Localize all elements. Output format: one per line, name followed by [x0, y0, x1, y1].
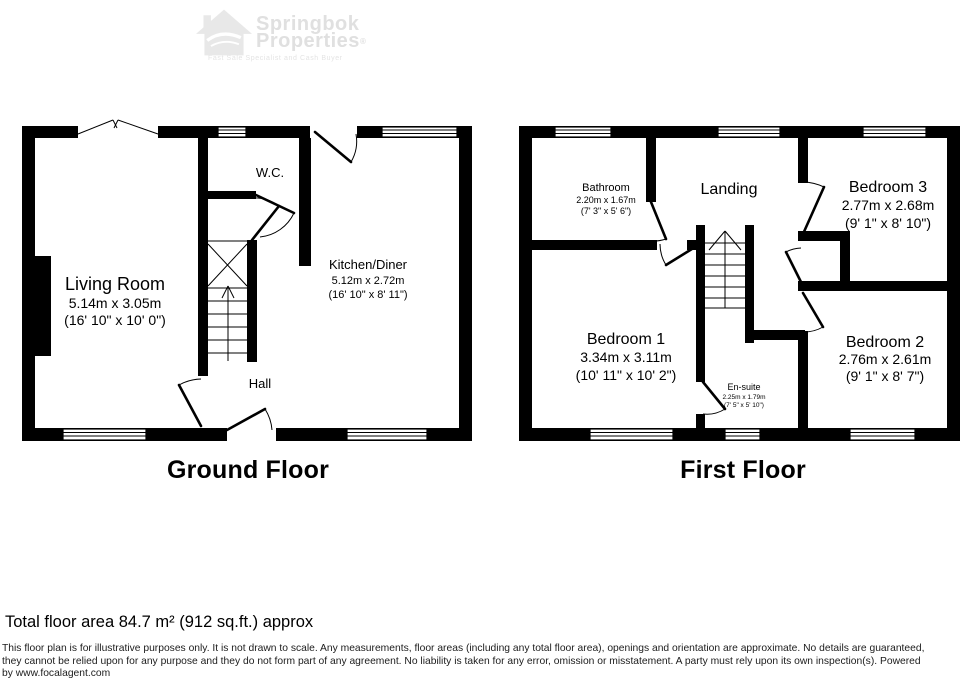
window: [850, 429, 915, 440]
svg-text:Bedroom 1: Bedroom 1: [586, 331, 666, 348]
svg-text:Bedroom 2: Bedroom 2: [845, 334, 925, 351]
house-logo-icon: [196, 8, 252, 58]
svg-text:Kitchen/Diner: Kitchen/Diner: [328, 257, 408, 272]
svg-text:(9' 1" x 8' 7"): (9' 1" x 8' 7"): [845, 368, 925, 384]
svg-text:5.12m x 2.72m: 5.12m x 2.72m: [331, 275, 405, 287]
disclaimer-text: [2, 643, 976, 681]
svg-text:3.34m x 3.11m: 3.34m x 3.11m: [580, 349, 672, 365]
svg-text:(10' 11" x 10' 2"): (10' 11" x 10' 2"): [575, 367, 677, 383]
svg-text:(7' 5" x 5' 10"): (7' 5" x 5' 10"): [724, 402, 764, 409]
chimney-breast: [22, 256, 51, 356]
room-label-landing: [701, 181, 758, 198]
svg-text:Landing: Landing: [700, 181, 758, 198]
window: [863, 127, 926, 137]
room-label-kitchen-diner: [328, 257, 407, 301]
room-label-en-suite: [723, 382, 766, 409]
svg-text:Hall: Hall: [248, 376, 272, 391]
door: [179, 379, 201, 426]
door: [803, 293, 823, 332]
window: [382, 127, 457, 137]
registered-mark: ®: [359, 37, 367, 46]
total-floor-area: Total floor area 84.7 m² (912 sq.ft.) approx: [5, 613, 314, 631]
window: [555, 127, 611, 137]
window: [725, 429, 760, 440]
ground-floor-title: Ground Floor: [166, 456, 330, 484]
door: [660, 244, 700, 265]
room-label-bathroom: [576, 182, 636, 216]
ground-floor-plan: [18, 118, 478, 453]
room-label-hall: [249, 376, 272, 391]
room-label-bedroom-1: [576, 331, 677, 383]
brand-tagline: Fast Sale Specialist and Cash Buyer: [208, 55, 343, 62]
svg-text:(9' 1" x 8' 10"): (9' 1" x 8' 10"): [844, 215, 932, 231]
svg-text:2.20m x 1.67m: 2.20m x 1.67m: [576, 195, 636, 205]
room-label-wc: [256, 165, 284, 180]
window: [718, 127, 780, 137]
svg-text:Bedroom 3: Bedroom 3: [848, 179, 928, 196]
first-floor-plan: [513, 118, 973, 453]
svg-text:Living Room: Living Room: [64, 274, 166, 294]
disclaimer-line: This floor plan is for illustrative purposes only. It is not drawn to scale. Any measurements, floor areas (including any total floor area), openings and orientation are approximate. No details are guaranteed,: [2, 643, 925, 654]
ground-floor-stairs: [208, 241, 247, 361]
room-label-living-room: [64, 274, 166, 328]
brand-name-top: Springbok: [256, 13, 360, 35]
svg-text:(16' 10" x 10' 0"): (16' 10" x 10' 0"): [64, 312, 166, 328]
svg-text:W.C.: W.C.: [255, 165, 285, 180]
disclaimer-line: by www.focalagent.com: [2, 668, 111, 680]
room-label-bedroom-3: [842, 179, 935, 231]
window: [590, 429, 673, 440]
room-label-bedroom-2: [839, 334, 932, 384]
door: [786, 248, 801, 282]
svg-text:Bathroom: Bathroom: [582, 182, 630, 194]
door: [256, 195, 294, 237]
brand-logo: [196, 6, 456, 68]
first-floor-stairs: [705, 231, 745, 308]
disclaimer-line: they cannot be relied upon for any purpose and they do not form part of any agreement. No liability is taken for any error, omission or misstatement. A party must rely upon its own inspection(s). Powered: [2, 655, 921, 667]
window: [347, 429, 427, 440]
svg-text:2.76m x 2.61m: 2.76m x 2.61m: [838, 351, 932, 367]
window: [63, 429, 146, 440]
door: [227, 409, 272, 430]
svg-text:En-suite: En-suite: [727, 382, 761, 392]
svg-text:(16' 10" x 8' 11"): (16' 10" x 8' 11"): [328, 289, 408, 301]
door: [651, 202, 666, 241]
svg-text:2.25m x 1.79m: 2.25m x 1.79m: [722, 394, 766, 401]
window: [218, 127, 246, 137]
door: [803, 182, 824, 234]
svg-text:5.14m x 3.05m: 5.14m x 3.05m: [68, 295, 162, 311]
first-floor-title: First Floor: [680, 456, 806, 484]
svg-text:(7' 3" x 5' 6"): (7' 3" x 5' 6"): [580, 206, 632, 216]
svg-text:2.77m x 2.68m: 2.77m x 2.68m: [841, 197, 935, 213]
brand-name-bottom: Properties: [256, 30, 360, 52]
